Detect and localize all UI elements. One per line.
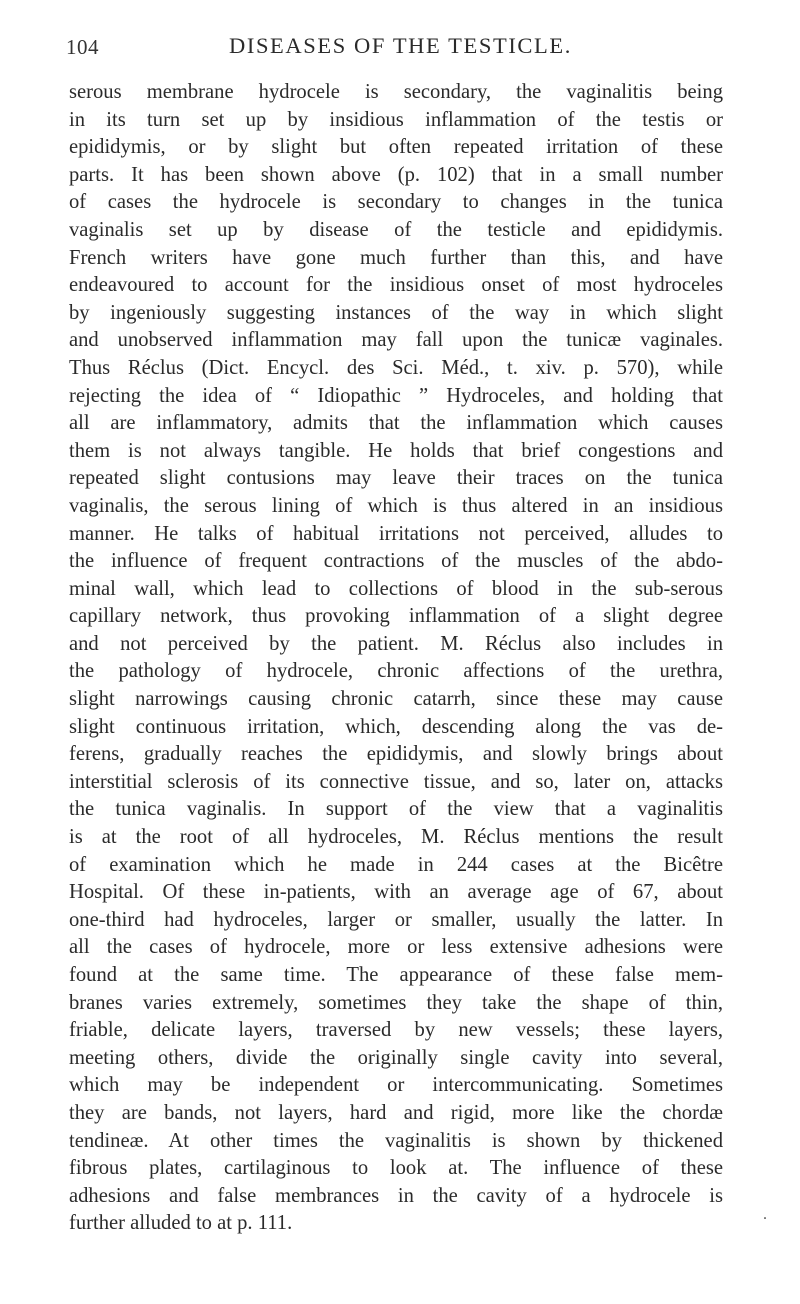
text-line: slight narrowings causing chronic catarrh, since these may cause <box>69 688 723 711</box>
text-line: friable, delicate layers, traversed by new vessels; these layers, <box>69 1019 723 1042</box>
text-line: is at the root of all hydroceles, M. Réclus mentions the result <box>69 826 723 849</box>
text-line: minal wall, which lead to collections of blood in the sub-serous <box>69 577 723 600</box>
text-line: ferens, gradually reaches the epididymis, and slowly brings about <box>69 743 723 766</box>
page-header <box>66 27 726 67</box>
text-line: of examination which he made in 244 cases at the Bicêtre <box>69 853 723 876</box>
text-line: epididymis, or by slight but often repeated irritation of these <box>69 136 723 159</box>
page-number: 104 <box>66 35 99 59</box>
text-line: Thus Réclus (Dict. Encycl. des Sci. Méd., t. xiv. p. 570), while <box>69 356 723 379</box>
text-line: further alluded to at p. 111. <box>69 1212 293 1235</box>
text-line: of cases the hydrocele is secondary to changes in the tunica <box>69 191 723 214</box>
text-line: branes varies extremely, sometimes they take the shape of thin, <box>69 991 723 1014</box>
text-line: all the cases of hydrocele, more or less extensive adhesions were <box>69 936 723 959</box>
running-head: DISEASES OF THE TESTICLE. <box>229 33 572 58</box>
text-line: the tunica vaginalis. In support of the view that a vaginalitis <box>69 798 723 821</box>
text-line: tendineæ. At other times the vaginalitis is shown by thickened <box>69 1129 723 1152</box>
text-line: by ingeniously suggesting instances of the way in which slight <box>69 301 723 324</box>
text-line: and unobserved inflammation may fall upon the tunicæ vaginales. <box>69 329 723 352</box>
text-line: all are inflammatory, admits that the inflammation which causes <box>69 412 723 435</box>
text-line: manner. He talks of habitual irritations not perceived, alludes to <box>69 522 723 545</box>
text-line: capillary network, thus provoking inflammation of a slight degree <box>69 605 723 628</box>
text-line: which may be independent or intercommunicating. Sometimes <box>69 1074 723 1097</box>
text-line: vaginalis set up by disease of the testicle and epididymis. <box>69 218 723 241</box>
text-line: and not perceived by the patient. M. Réclus also includes in <box>69 632 723 655</box>
text-line: serous membrane hydrocele is secondary, the vaginalitis being <box>69 81 723 103</box>
text-line: fibrous plates, cartilaginous to look at. The influence of these <box>69 1157 723 1180</box>
text-line: found at the same time. The appearance of these false mem- <box>69 964 723 986</box>
text-line: vaginalis, the serous lining of which is thus altered in an insidious <box>69 494 723 517</box>
text-line: slight continuous irritation, which, descending along the vas de- <box>69 715 723 738</box>
text-line: they are bands, not layers, hard and rigid, more like the chordæ <box>69 1101 723 1124</box>
body-text <box>69 79 723 1238</box>
text-line: repeated slight contusions may leave their traces on the tunica <box>69 467 723 490</box>
text-line: the influence of frequent contractions of the muscles of the abdo- <box>69 550 723 573</box>
text-line: interstitial sclerosis of its connective tissue, and so, later on, attacks <box>69 770 723 793</box>
text-line: the pathology of hydrocele, chronic affections of the urethra, <box>69 660 723 683</box>
text-line: Hospital. Of these in-patients, with an average age of 67, about <box>69 881 723 904</box>
text-line: French writers have gone much further than this, and have <box>69 246 723 269</box>
text-line: them is not always tangible. He holds that brief congestions and <box>69 439 723 462</box>
text-line: meeting others, divide the originally single cavity into several, <box>69 1046 723 1069</box>
text-line: adhesions and false membrances in the cavity of a hydrocele is <box>69 1184 723 1207</box>
text-line: parts. It has been shown above (p. 102) that in a small number <box>69 163 723 186</box>
text-line: endeavoured to account for the insidious onset of most hydroceles <box>69 274 723 297</box>
margin-mark: . <box>763 1206 767 1223</box>
text-line: one-third had hydroceles, larger or smaller, usually the latter. In <box>69 908 723 931</box>
text-line: rejecting the idea of “ Idiopathic ” Hydroceles, and holding that <box>69 384 723 407</box>
text-line: in its turn set up by insidious inflammation of the testis or <box>69 108 723 131</box>
